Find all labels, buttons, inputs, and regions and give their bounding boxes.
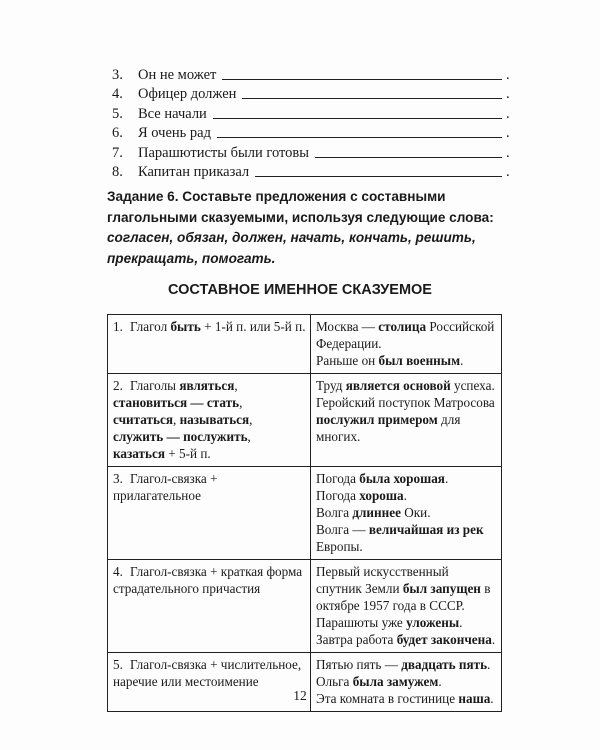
example-bold: длиннее xyxy=(352,505,401,520)
table-cell-rule xyxy=(108,560,311,653)
answer-blank-line xyxy=(213,117,502,119)
exercise-item xyxy=(112,162,512,182)
example-text: для многих. xyxy=(316,412,461,444)
rule-bold: становиться — стать xyxy=(113,395,240,410)
table-cell-rule xyxy=(108,315,311,374)
example-bold: был военным xyxy=(378,353,461,368)
rule-text: Глагол xyxy=(130,319,171,334)
exercise-item xyxy=(112,123,512,143)
example-bold: двадцать пять xyxy=(401,657,488,672)
example-line xyxy=(316,487,497,504)
rule-bold: являться xyxy=(179,378,235,393)
rule-text: + 1-й п. или 5-й п. xyxy=(200,319,306,334)
rule-bold: быть xyxy=(170,319,201,334)
example-text: Завтра работа xyxy=(316,632,397,647)
rule-bold: казаться xyxy=(113,446,165,461)
example-bold: столица xyxy=(378,319,427,334)
example-text: Первый искусственный спутник Земли xyxy=(316,564,449,596)
row-number: 4. xyxy=(113,564,123,579)
page-number: 12 xyxy=(293,688,307,703)
task-6-text: Задание 6. Составьте предложения с составными глагольными сказуемыми, используя следующие слова: xyxy=(107,189,494,225)
example-text: . xyxy=(487,657,491,672)
example-text: . xyxy=(490,691,494,706)
example-text: Российской Федерации. xyxy=(316,319,495,351)
rule-text: Глагол-связка + прилагательное xyxy=(113,471,218,503)
task-6-instruction xyxy=(107,187,507,269)
table-cell-example xyxy=(311,374,502,467)
example-line xyxy=(316,563,497,614)
example-bold: была замужем xyxy=(352,674,439,689)
item-number: 4. xyxy=(112,86,123,102)
rule-bold: считаться xyxy=(113,412,173,427)
table-cell-rule xyxy=(108,374,311,467)
item-end-punct: . xyxy=(506,125,510,141)
item-lead-text: Парашютисты были готовы xyxy=(138,144,310,161)
table-row xyxy=(108,374,502,467)
example-bold: был запущен xyxy=(402,581,481,596)
rule-text: , xyxy=(249,412,253,427)
example-text: . xyxy=(460,353,464,368)
table-row xyxy=(108,467,502,560)
rule-bold: служить — послужить xyxy=(113,429,248,444)
example-text: . xyxy=(444,471,449,486)
rule-text: Глагол-связка + краткая форма страдательного причастия xyxy=(113,564,303,596)
section-title: СОСТАВНОЕ ИМЕННОЕ СКАЗУЕМОЕ xyxy=(168,282,432,298)
rule-text: + 5-й п. xyxy=(164,446,211,461)
item-lead-text: Я очень рад xyxy=(138,125,211,141)
example-bold: послужил примером xyxy=(316,412,438,427)
rule-bold: называться xyxy=(179,412,250,427)
example-line xyxy=(316,470,497,487)
item-end-punct: . xyxy=(506,105,510,122)
row-number: 5. xyxy=(113,657,123,672)
answer-blank-line xyxy=(255,175,502,177)
example-text: Труд xyxy=(316,378,346,393)
exercise-item xyxy=(112,142,512,162)
example-line xyxy=(316,318,497,352)
example-text: Раньше он xyxy=(316,353,379,368)
example-line xyxy=(316,631,497,648)
item-number: 3. xyxy=(112,66,123,83)
answer-blank-line xyxy=(315,156,502,158)
example-bold: будет закончена xyxy=(396,632,492,647)
item-end-punct: . xyxy=(506,164,510,180)
table-cell-example xyxy=(311,467,502,560)
example-text: Москва — xyxy=(316,319,379,334)
example-bold: хороша xyxy=(359,488,404,503)
example-text: . xyxy=(403,488,407,503)
item-end-punct: . xyxy=(506,66,510,83)
example-text: . xyxy=(459,615,463,630)
example-bold: является основой xyxy=(345,378,451,393)
exercise-item xyxy=(112,103,512,123)
table-cell-example xyxy=(311,560,502,653)
table-cell-rule xyxy=(108,467,311,560)
example-line xyxy=(316,394,497,445)
answer-blank-line xyxy=(217,136,502,138)
row-number: 3. xyxy=(113,471,123,486)
table-row xyxy=(108,315,502,374)
example-line xyxy=(316,521,497,555)
example-text: Погода xyxy=(316,471,360,486)
row-number: 2. xyxy=(113,378,123,393)
exercise-item xyxy=(112,84,512,104)
example-text: . xyxy=(438,674,442,689)
rule-text: , xyxy=(234,378,238,393)
item-end-punct: . xyxy=(506,86,510,102)
rule-text: , xyxy=(247,429,251,444)
example-line xyxy=(316,377,497,394)
example-bold: наша xyxy=(458,691,491,706)
rule-text: , xyxy=(172,412,180,427)
example-text: Эта комната в гостинице xyxy=(316,691,459,706)
grammar-table xyxy=(107,314,502,712)
answer-blank-line xyxy=(222,78,502,80)
example-text: Парашюты уже xyxy=(316,615,407,630)
item-number: 5. xyxy=(112,105,123,122)
item-lead-text: Он не может xyxy=(138,66,217,83)
exercise-item xyxy=(112,64,512,84)
example-text: в октябре 1957 года в СССР. xyxy=(316,581,491,613)
table-cell-example xyxy=(311,315,502,374)
exercise-blanks-list xyxy=(112,64,512,181)
item-lead-text: Все начали xyxy=(138,105,207,122)
example-bold: была хорошая xyxy=(359,471,445,486)
example-text: Волга xyxy=(316,505,353,520)
example-line xyxy=(316,504,497,521)
example-text: Геройский поступок Матросова xyxy=(316,395,495,410)
example-text: Европы. xyxy=(316,539,363,554)
item-number: 8. xyxy=(112,164,123,180)
example-line xyxy=(316,614,497,631)
answer-blank-line xyxy=(242,97,502,99)
item-number: 7. xyxy=(112,144,123,161)
item-lead-text: Офицер должен xyxy=(138,86,237,102)
example-bold: величайшая из рек xyxy=(368,522,484,537)
example-bold: уложены xyxy=(406,615,460,630)
item-number: 6. xyxy=(112,125,123,141)
example-text: Оки. xyxy=(400,505,431,520)
example-text: успеха. xyxy=(450,378,495,393)
example-text: . xyxy=(491,632,496,647)
example-text: Ольга xyxy=(316,674,353,689)
task-6-word-list: согласен, обязан, должен, начать, кончать, решить, прекращать, помогать. xyxy=(107,230,476,266)
table-row xyxy=(108,560,502,653)
item-lead-text: Капитан приказал xyxy=(138,164,250,180)
row-number: 1. xyxy=(113,319,123,334)
rule-text: Глагол-связка + числительное, наречие или местоимение xyxy=(113,657,302,689)
example-line xyxy=(316,656,497,673)
item-end-punct: . xyxy=(506,144,510,161)
rule-text: , xyxy=(239,395,243,410)
example-text: Пятью пять — xyxy=(316,657,402,672)
example-line xyxy=(316,352,497,369)
example-text: Погода xyxy=(316,488,360,503)
rule-text: Глаголы xyxy=(130,378,180,393)
example-text: Волга — xyxy=(316,522,369,537)
